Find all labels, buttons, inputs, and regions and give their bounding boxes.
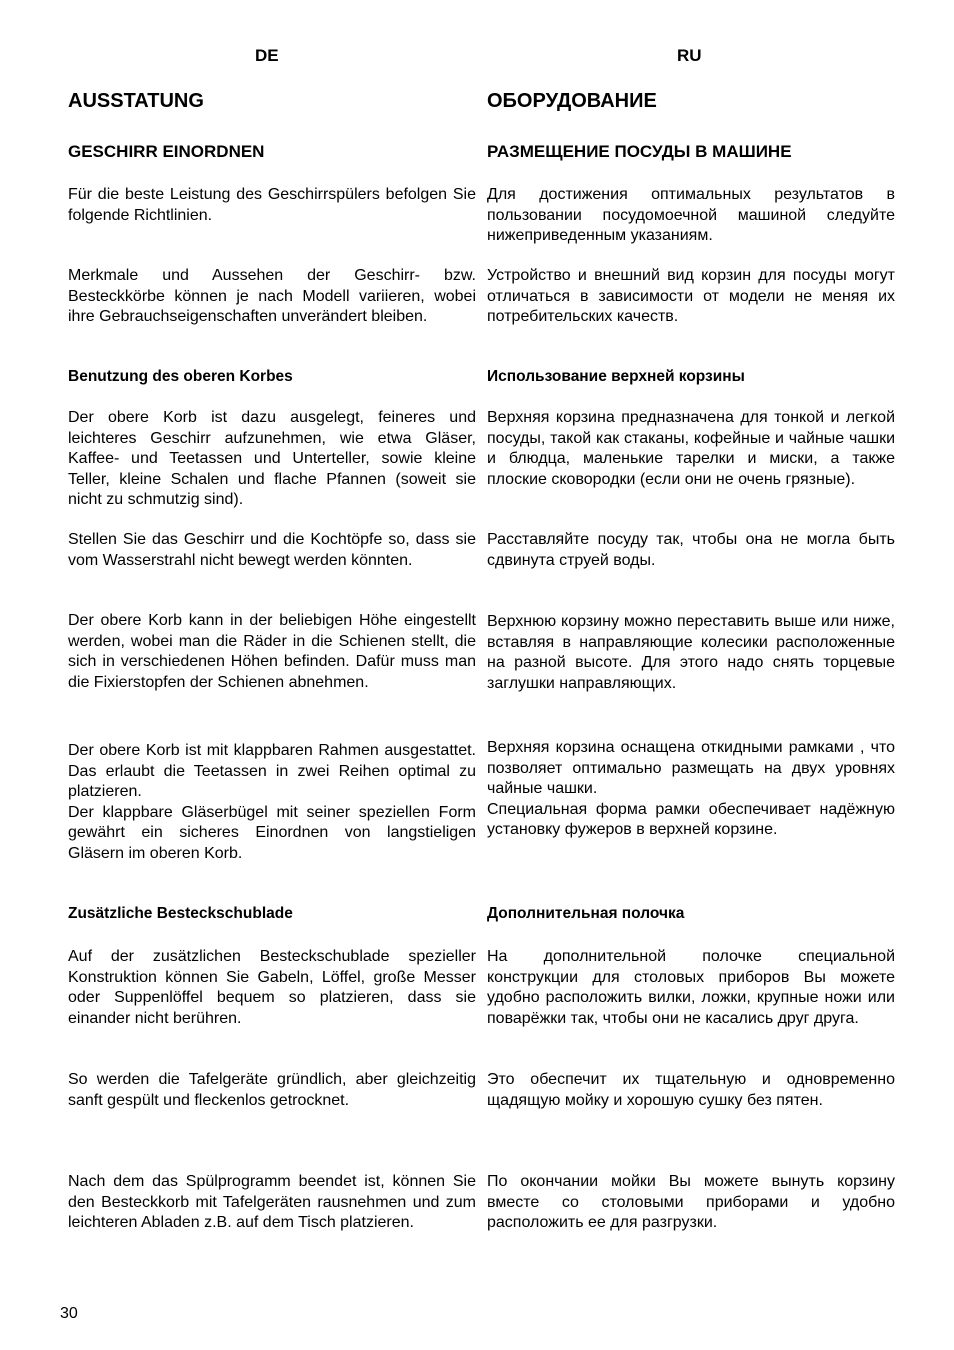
ru-paragraph-9: По окончании мойки Вы можете вынуть корзину вместе со столовыми приборами и удобно расположить ее для разгрузки. <box>487 1173 895 1231</box>
ru-paragraph-7: На дополнительной полочке специальной конструкции для столовых приборов Вы можете удобно расположить вилки, ложки, крупные ножи или поварёжки так, чтобы они не касались друг друга. <box>487 948 895 1027</box>
de-paragraph-9: Nach dem das Spülprogramm beendet ist, können Sie den Besteckkorb mit Tafelgeräten rausnehmen und zum leichteren Abladen z.B. auf dem Tisch platzieren. <box>68 1173 476 1231</box>
ru-paragraph-5: Верхнюю корзину можно переставить выше или ниже, вставляя в направляющие колесики расположенные на разной высоте. Для этого надо снять торцевые заглушки направляющих. <box>487 613 895 692</box>
de-paragraph-5: Der obere Korb kann in der beliebigen Höhe eingestellt werden, wobei man die Räder in die Schienen stellt, die sich in verschiedenen Höhen befinden. Dafür muss man die Fixierstopfen der Schienen abnehmen. <box>68 612 476 691</box>
language-label-de: DE <box>255 46 279 65</box>
de-heading-upper-basket: Benutzung des oberen Korbes <box>68 368 293 385</box>
de-paragraph-6: Der obere Korb ist mit klappbaren Rahmen ausgestattet. Das erlaubt die Teetassen in zwei Reihen optimal zu platzieren. Der klappbare Gläserbügel mit seiner speziellen Form gewährt ein sicheres Einordnen von langstieligen Gläsern im oberen Korb. <box>68 742 476 862</box>
de-paragraph-8: So werden die Tafelgeräte gründlich, aber gleichzeitig sanft gespült und fleckenlos getrocknet. <box>68 1071 476 1109</box>
de-section-title: AUSSTATUNG <box>68 90 204 112</box>
ru-paragraph-8: Это обеспечит их тщательную и одновременно щадящую мойку и хорошую сушку без пятен. <box>487 1071 895 1109</box>
language-label-ru: RU <box>677 46 702 65</box>
ru-paragraph-4: Расставляйте посуду так, чтобы она не могла быть сдвинута струей воды. <box>487 531 895 569</box>
de-paragraph-3: Der obere Korb ist dazu ausgelegt, feineres und leichteres Geschirr aufzunehmen, wie etwa Gläser, Kaffee- und Teetassen und Unterteller, sowie kleine Teller, kleine Schalen und flache Pfannen (soweit sie nicht zu schmutzig sind). <box>68 409 476 508</box>
de-heading-cutlery-drawer: Zusätzliche Besteckschublade <box>68 905 293 922</box>
ru-paragraph-1: Для достижения оптимальных результатов в пользовании посудомоечной машиной следуйте нижеприведенным указаниям. <box>487 186 895 244</box>
ru-paragraph-2: Устройство и внешний вид корзин для посуды могут отличаться в зависимости от модели не меняя их потребительских качеств. <box>487 267 895 325</box>
de-paragraph-2: Merkmale und Aussehen der Geschirr- bzw. Besteckkörbe können je nach Modell variieren, wobei ihre Gebrauchseigenschaften unverändert bleiben. <box>68 267 476 325</box>
ru-section-title: ОБОРУДОВАНИЕ <box>487 90 657 112</box>
ru-heading-upper-basket: Использование верхней корзины <box>487 368 745 385</box>
de-paragraph-1: Für die beste Leistung des Geschirrspülers befolgen Sie folgende Richtlinien. <box>68 186 476 224</box>
de-paragraph-7: Auf der zusätzlichen Besteckschublade spezieller Konstruktion können Sie Gabeln, Löffel, große Messer oder Suppenlöffel bequem so platzieren, dass sie einander nicht berühren. <box>68 948 476 1027</box>
ru-paragraph-6: Верхняя корзина оснащена откидными рамками , что позволяет оптимально размещать на двух уровнях чайные чашки. Специальная форма рамки обеспечивает надёжную установку фужеров в верхней корзине. <box>487 739 895 838</box>
de-paragraph-4: Stellen Sie das Geschirr und die Kochtöpfe so, dass sie vom Wasserstrahl nicht bewegt werden könnten. <box>68 531 476 569</box>
ru-paragraph-3: Верхняя корзина предназначена для тонкой и легкой посуды, такой как стаканы, кофейные и чайные чашки и блюдца, маленькие тарелки и миски, а также плоские сковородки (если они не очень грязные). <box>487 409 895 488</box>
page-number: 30 <box>60 1305 78 1322</box>
ru-subtitle: РАЗМЕЩЕНИЕ ПОСУДЫ В МАШИНЕ <box>487 142 792 161</box>
de-subtitle: GESCHIRR EINORDNEN <box>68 142 265 161</box>
ru-heading-cutlery-drawer: Дополнительная полочка <box>487 905 685 922</box>
